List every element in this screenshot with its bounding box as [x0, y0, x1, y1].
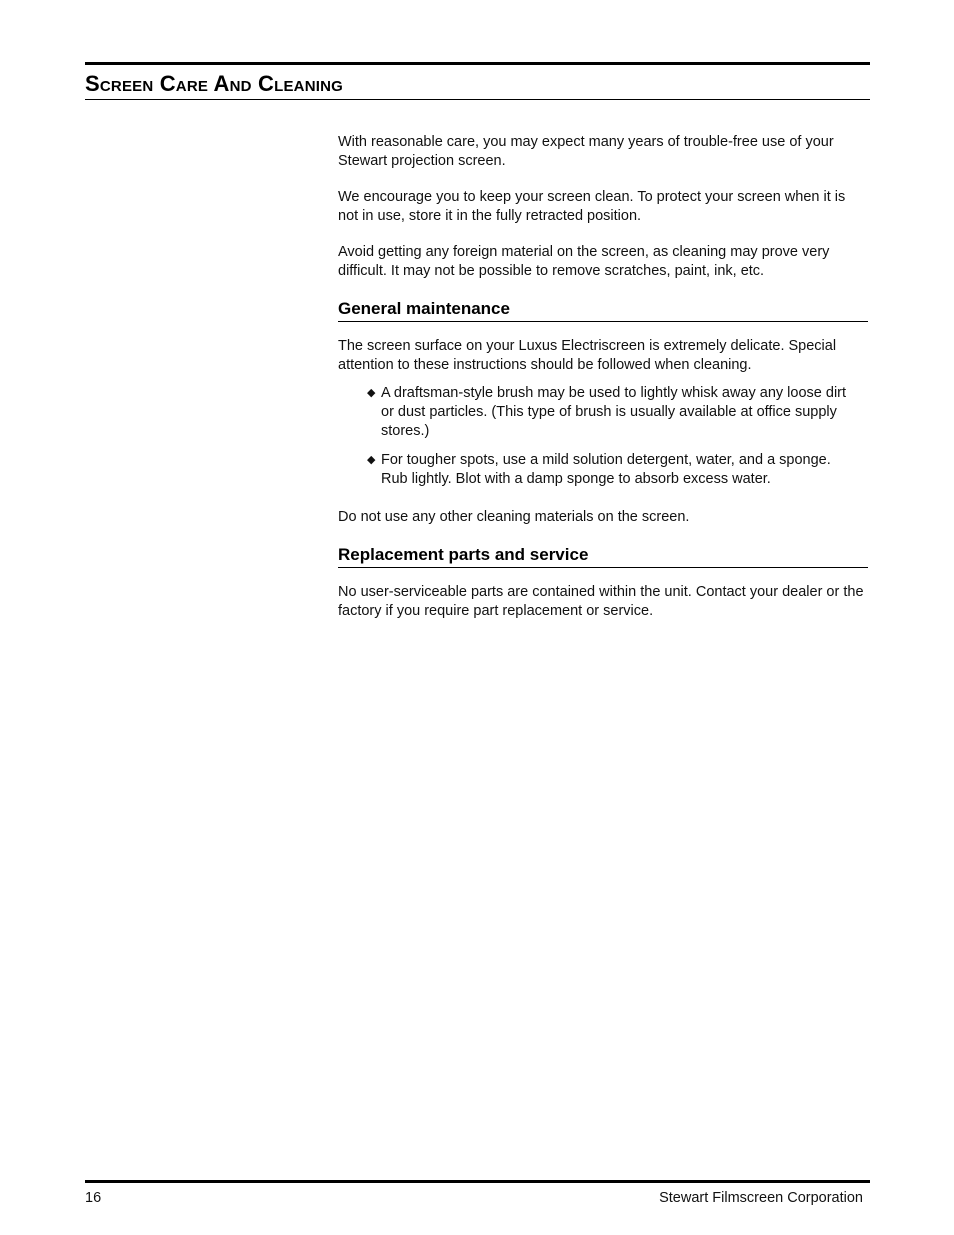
intro-paragraph-1: With reasonable care, you may expect many years of trouble-free use of your Stewart projection screen. — [338, 134, 834, 169]
intro-paragraph-3: Avoid getting any foreign material on the screen, as cleaning may prove very difficult. It may not be possible to remove scratches, paint, ink, etc. — [338, 244, 830, 279]
list-item — [367, 384, 847, 441]
page-footer — [85, 1180, 870, 1210]
replacement-parts-lead: No user-serviceable parts are contained within the unit. Contact your dealer or the factory if you require part replacement or service. — [338, 584, 864, 619]
diamond-bullet-icon: ◆ — [367, 454, 376, 466]
intro-paragraph-2: We encourage you to keep your screen clean. To protect your screen when it is not in use, store it in the fully retracted position. — [338, 189, 846, 224]
page-number: 16 — [85, 1190, 102, 1206]
general-maintenance-lead: The screen surface on your Luxus Electriscreen is extremely delicate. Special attention to these instructions should be followed when cleaning. — [338, 338, 837, 373]
list-item — [367, 451, 847, 489]
company-name: Stewart Filmscreen Corporation — [659, 1190, 863, 1206]
list-item-text: For tougher spots, use a mild solution detergent, water, and a sponge. Rub lightly. Blot with a damp sponge to absorb excess water. — [381, 452, 831, 487]
page-header — [85, 62, 870, 100]
page-title: Screen Care And Cleaning — [85, 71, 343, 96]
list-item-text: A draftsman-style brush may be used to lightly whisk away any loose dirt or dust particles. (This type of brush is usually available at office supply stores.) — [381, 385, 847, 439]
section-heading-replacement-parts: Replacement parts and service — [338, 544, 868, 568]
diamond-bullet-icon: ◆ — [367, 387, 376, 399]
cleaning-instructions-list — [338, 384, 847, 489]
main-content — [338, 133, 868, 621]
general-maintenance-closing: Do not use any other cleaning materials on the screen. — [338, 509, 690, 525]
section-heading-general-maintenance: General maintenance — [338, 298, 868, 322]
